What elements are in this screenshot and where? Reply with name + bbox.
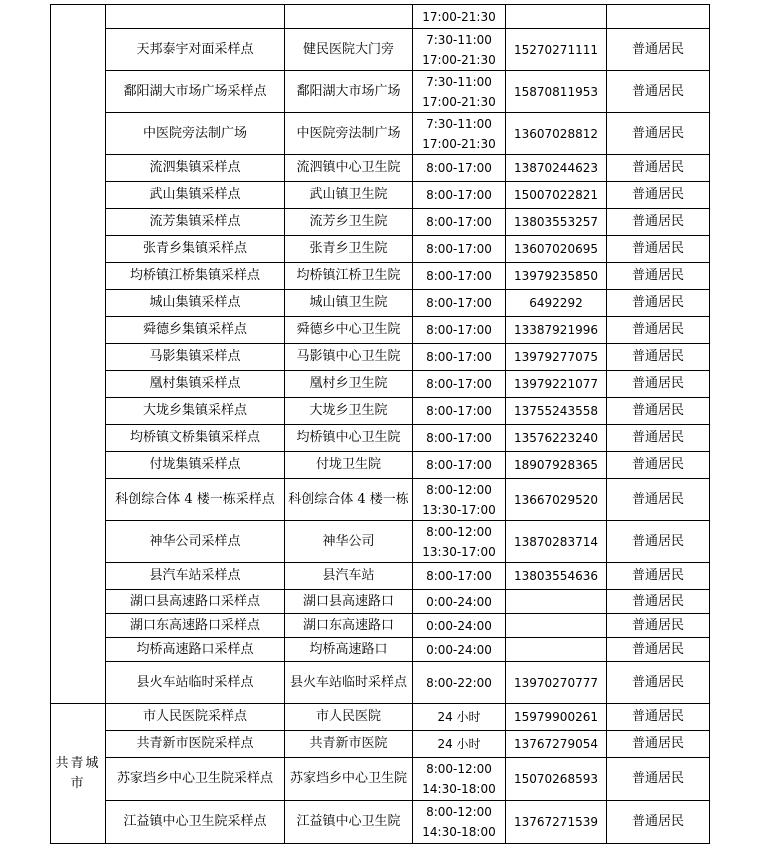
phone-cell: 13607028812 bbox=[506, 113, 607, 155]
site-name-cell: 县汽车站采样点 bbox=[106, 563, 285, 590]
hours-line-1: 0:00-24:00 bbox=[426, 594, 492, 609]
hours-line-1: 8:00-17:00 bbox=[426, 458, 492, 472]
institution-cell: 苏家垱乡中心卫生院 bbox=[285, 758, 413, 801]
hours-cell bbox=[413, 801, 506, 844]
phone-cell: 15007022821 bbox=[506, 182, 607, 209]
hours-line-1: 7:30-11:00 bbox=[426, 116, 492, 131]
table-row bbox=[51, 425, 710, 452]
phone-cell: 13979235850 bbox=[506, 263, 607, 290]
hours-line-1: 8:00-17:00 bbox=[426, 350, 492, 364]
table-row bbox=[51, 209, 710, 236]
hours-line-1: 8:00-17:00 bbox=[426, 296, 492, 310]
hours-cell bbox=[413, 563, 506, 590]
hours-cell bbox=[413, 5, 506, 29]
institution-cell: 流泗镇中心卫生院 bbox=[285, 155, 413, 182]
phone-cell: 13970270777 bbox=[506, 662, 607, 704]
institution-cell: 共青新市医院 bbox=[285, 731, 413, 758]
hours-line-1: 8:00-17:00 bbox=[426, 404, 492, 418]
target-group-cell: 普通居民 bbox=[607, 155, 710, 182]
phone-cell: 13667029520 bbox=[506, 479, 607, 521]
table-row bbox=[51, 452, 710, 479]
institution-cell: 马影镇中心卫生院 bbox=[285, 344, 413, 371]
hours-line-1: 24 小时 bbox=[437, 737, 481, 751]
hours-cell bbox=[413, 155, 506, 182]
hours-line-2: 13:30-17:00 bbox=[422, 502, 496, 517]
table-row bbox=[51, 704, 710, 731]
site-name-cell: 均桥镇江桥集镇采样点 bbox=[106, 263, 285, 290]
site-name-cell: 县火车站临时采样点 bbox=[106, 662, 285, 704]
hours-cell bbox=[413, 398, 506, 425]
phone-cell: 13870244623 bbox=[506, 155, 607, 182]
phone-cell: 13387921996 bbox=[506, 317, 607, 344]
institution-cell: 张青乡卫生院 bbox=[285, 236, 413, 263]
site-name-cell: 湖口县高速路口采样点 bbox=[106, 590, 285, 614]
target-group-cell: 普通居民 bbox=[607, 590, 710, 614]
hours-line-1: 7:30-11:00 bbox=[426, 32, 492, 47]
table-row bbox=[51, 590, 710, 614]
target-group-cell: 普通居民 bbox=[607, 638, 710, 662]
table-row bbox=[51, 563, 710, 590]
phone-cell: 15979900261 bbox=[506, 704, 607, 731]
phone-cell: 13576223240 bbox=[506, 425, 607, 452]
hours-line-1: 0:00-24:00 bbox=[426, 618, 492, 633]
hours-line-1: 8:00-22:00 bbox=[426, 675, 492, 690]
phone-cell: 13767271539 bbox=[506, 801, 607, 844]
site-name-cell: 凰村集镇采样点 bbox=[106, 371, 285, 398]
institution-cell: 科创综合体 4 楼一栋 bbox=[285, 479, 413, 521]
site-name-cell: 马影集镇采样点 bbox=[106, 344, 285, 371]
phone-cell: 13767279054 bbox=[506, 731, 607, 758]
hours-cell bbox=[413, 521, 506, 563]
table-row bbox=[51, 731, 710, 758]
phone-cell: 13755243558 bbox=[506, 398, 607, 425]
table-row bbox=[51, 29, 710, 71]
institution-cell: 湖口县高速路口 bbox=[285, 590, 413, 614]
phone-cell: 13979221077 bbox=[506, 371, 607, 398]
site-name-cell: 付垅集镇采样点 bbox=[106, 452, 285, 479]
table-row bbox=[51, 758, 710, 801]
target-group-cell: 普通居民 bbox=[607, 344, 710, 371]
hours-line-1: 8:00-12:00 bbox=[426, 482, 492, 497]
table-row bbox=[51, 371, 710, 398]
target-group-cell: 普通居民 bbox=[607, 758, 710, 801]
hours-line-1: 8:00-17:00 bbox=[426, 569, 492, 583]
hours-line-1: 8:00-12:00 bbox=[426, 524, 492, 539]
table-row bbox=[51, 479, 710, 521]
target-group-cell: 普通居民 bbox=[607, 452, 710, 479]
institution-cell: 中医院旁法制广场 bbox=[285, 113, 413, 155]
site-name-cell: 城山集镇采样点 bbox=[106, 290, 285, 317]
hours-cell bbox=[413, 209, 506, 236]
table-row bbox=[51, 398, 710, 425]
institution-cell: 神华公司 bbox=[285, 521, 413, 563]
site-name-cell: 神华公司采样点 bbox=[106, 521, 285, 563]
target-group-cell: 普通居民 bbox=[607, 662, 710, 704]
table-row bbox=[51, 263, 710, 290]
site-name-cell: 武山集镇采样点 bbox=[106, 182, 285, 209]
site-name-cell: 共青新市医院采样点 bbox=[106, 731, 285, 758]
table-row bbox=[51, 317, 710, 344]
phone-cell: 13979277075 bbox=[506, 344, 607, 371]
table-row bbox=[51, 71, 710, 113]
hours-cell bbox=[413, 590, 506, 614]
hours-cell bbox=[413, 290, 506, 317]
institution-cell: 舜德乡中心卫生院 bbox=[285, 317, 413, 344]
site-name-cell: 天邦泰宇对面采样点 bbox=[106, 29, 285, 71]
hours-line-2: 14:30-18:00 bbox=[422, 825, 496, 839]
hours-cell bbox=[413, 371, 506, 398]
hours-cell bbox=[413, 263, 506, 290]
institution-cell: 均桥高速路口 bbox=[285, 638, 413, 662]
phone-cell bbox=[506, 5, 607, 29]
hours-line-1: 8:00-17:00 bbox=[426, 161, 492, 175]
table-row bbox=[51, 344, 710, 371]
hours-line-1: 8:00-17:00 bbox=[426, 431, 492, 445]
hours-line-1: 7:30-11:00 bbox=[426, 74, 492, 89]
target-group-cell: 普通居民 bbox=[607, 425, 710, 452]
table-row bbox=[51, 182, 710, 209]
table-row bbox=[51, 290, 710, 317]
institution-cell: 城山镇卫生院 bbox=[285, 290, 413, 317]
institution-cell: 凰村乡卫生院 bbox=[285, 371, 413, 398]
institution-cell bbox=[285, 5, 413, 29]
hours-cell bbox=[413, 236, 506, 263]
institution-cell: 付垅卫生院 bbox=[285, 452, 413, 479]
hours-line-1: 8:00-12:00 bbox=[426, 762, 492, 776]
hours-cell bbox=[413, 704, 506, 731]
hours-cell bbox=[413, 614, 506, 638]
phone-cell: 13803554636 bbox=[506, 563, 607, 590]
target-group-cell: 普通居民 bbox=[607, 521, 710, 563]
target-group-cell: 普通居民 bbox=[607, 263, 710, 290]
target-group-cell: 普通居民 bbox=[607, 731, 710, 758]
phone-cell: 15870811953 bbox=[506, 71, 607, 113]
target-group-cell: 普通居民 bbox=[607, 317, 710, 344]
table-row bbox=[51, 113, 710, 155]
phone-cell: 15270271111 bbox=[506, 29, 607, 71]
hours-line-2: 17:00-21:30 bbox=[422, 52, 496, 67]
hours-cell bbox=[413, 425, 506, 452]
phone-cell bbox=[506, 614, 607, 638]
target-group-cell: 普通居民 bbox=[607, 371, 710, 398]
target-group-cell: 普通居民 bbox=[607, 479, 710, 521]
target-group-cell: 普通居民 bbox=[607, 704, 710, 731]
site-name-cell: 舜德乡集镇采样点 bbox=[106, 317, 285, 344]
site-name-cell: 科创综合体 4 楼一栋采样点 bbox=[106, 479, 285, 521]
institution-cell: 流芳乡卫生院 bbox=[285, 209, 413, 236]
table-row bbox=[51, 801, 710, 844]
hours-cell bbox=[413, 182, 506, 209]
hours-line-1: 24 小时 bbox=[437, 710, 481, 724]
hours-line-2: 17:00-21:30 bbox=[422, 94, 496, 109]
site-name-cell: 市人民医院采样点 bbox=[106, 704, 285, 731]
hours-cell bbox=[413, 452, 506, 479]
hours-cell bbox=[413, 638, 506, 662]
phone-cell bbox=[506, 590, 607, 614]
phone-cell: 13803553257 bbox=[506, 209, 607, 236]
target-group-cell: 普通居民 bbox=[607, 29, 710, 71]
target-group-cell: 普通居民 bbox=[607, 182, 710, 209]
site-name-cell: 均桥镇文桥集镇采样点 bbox=[106, 425, 285, 452]
table-row bbox=[51, 155, 710, 182]
institution-cell: 均桥镇江桥卫生院 bbox=[285, 263, 413, 290]
institution-cell: 鄱阳湖大市场广场 bbox=[285, 71, 413, 113]
hours-cell bbox=[413, 29, 506, 71]
table-row bbox=[51, 638, 710, 662]
site-name-cell: 湖口东高速路口采样点 bbox=[106, 614, 285, 638]
phone-cell bbox=[506, 638, 607, 662]
city-cell bbox=[51, 5, 106, 704]
city-cell: 共青城市 bbox=[51, 704, 106, 844]
institution-cell: 市人民医院 bbox=[285, 704, 413, 731]
site-name-cell: 流泗集镇采样点 bbox=[106, 155, 285, 182]
table-row bbox=[51, 5, 710, 29]
site-name-cell: 流芳集镇采样点 bbox=[106, 209, 285, 236]
target-group-cell: 普通居民 bbox=[607, 290, 710, 317]
phone-cell: 6492292 bbox=[506, 290, 607, 317]
table-row bbox=[51, 521, 710, 563]
hours-cell bbox=[413, 317, 506, 344]
hours-cell bbox=[413, 731, 506, 758]
institution-cell: 县火车站临时采样点 bbox=[285, 662, 413, 704]
institution-cell: 均桥镇中心卫生院 bbox=[285, 425, 413, 452]
target-group-cell: 普通居民 bbox=[607, 113, 710, 155]
target-group-cell: 普通居民 bbox=[607, 801, 710, 844]
hours-line-1: 8:00-17:00 bbox=[426, 269, 492, 283]
target-group-cell: 普通居民 bbox=[607, 236, 710, 263]
hours-line-2: 17:00-21:30 bbox=[422, 136, 496, 151]
hours-line-2: 14:30-18:00 bbox=[422, 782, 496, 796]
institution-cell: 健民医院大门旁 bbox=[285, 29, 413, 71]
site-name-cell bbox=[106, 5, 285, 29]
institution-cell: 大垅乡卫生院 bbox=[285, 398, 413, 425]
phone-cell: 15070268593 bbox=[506, 758, 607, 801]
target-group-cell bbox=[607, 5, 710, 29]
hours-line-1: 8:00-17:00 bbox=[426, 377, 492, 391]
hours-line-1: 8:00-17:00 bbox=[426, 242, 492, 256]
hours-cell bbox=[413, 113, 506, 155]
sampling-sites-table bbox=[50, 4, 710, 844]
hours-line-1: 8:00-17:00 bbox=[426, 215, 492, 229]
phone-cell: 13870283714 bbox=[506, 521, 607, 563]
table-row bbox=[51, 614, 710, 638]
institution-cell: 湖口东高速路口 bbox=[285, 614, 413, 638]
phone-cell: 18907928365 bbox=[506, 452, 607, 479]
table-body bbox=[51, 5, 710, 844]
site-name-cell: 鄱阳湖大市场广场采样点 bbox=[106, 71, 285, 113]
institution-cell: 江益镇中心卫生院 bbox=[285, 801, 413, 844]
hours-line-1: 8:00-12:00 bbox=[426, 805, 492, 819]
table-row bbox=[51, 236, 710, 263]
hours-line-2: 13:30-17:00 bbox=[422, 544, 496, 559]
target-group-cell: 普通居民 bbox=[607, 614, 710, 638]
hours-line-1: 0:00-24:00 bbox=[426, 642, 492, 657]
site-name-cell: 江益镇中心卫生院采样点 bbox=[106, 801, 285, 844]
site-name-cell: 张青乡集镇采样点 bbox=[106, 236, 285, 263]
hours-line-1: 17:00-21:30 bbox=[422, 9, 496, 24]
hours-line-1: 8:00-17:00 bbox=[426, 323, 492, 337]
hours-cell bbox=[413, 758, 506, 801]
target-group-cell: 普通居民 bbox=[607, 398, 710, 425]
phone-cell: 13607020695 bbox=[506, 236, 607, 263]
target-group-cell: 普通居民 bbox=[607, 209, 710, 236]
institution-cell: 县汽车站 bbox=[285, 563, 413, 590]
target-group-cell: 普通居民 bbox=[607, 563, 710, 590]
institution-cell: 武山镇卫生院 bbox=[285, 182, 413, 209]
hours-line-1: 8:00-17:00 bbox=[426, 188, 492, 202]
site-name-cell: 苏家垱乡中心卫生院采样点 bbox=[106, 758, 285, 801]
site-name-cell: 中医院旁法制广场 bbox=[106, 113, 285, 155]
hours-cell bbox=[413, 71, 506, 113]
hours-cell bbox=[413, 344, 506, 371]
hours-cell bbox=[413, 479, 506, 521]
table-row bbox=[51, 662, 710, 704]
site-name-cell: 均桥高速路口采样点 bbox=[106, 638, 285, 662]
site-name-cell: 大垅乡集镇采样点 bbox=[106, 398, 285, 425]
hours-cell bbox=[413, 662, 506, 704]
target-group-cell: 普通居民 bbox=[607, 71, 710, 113]
